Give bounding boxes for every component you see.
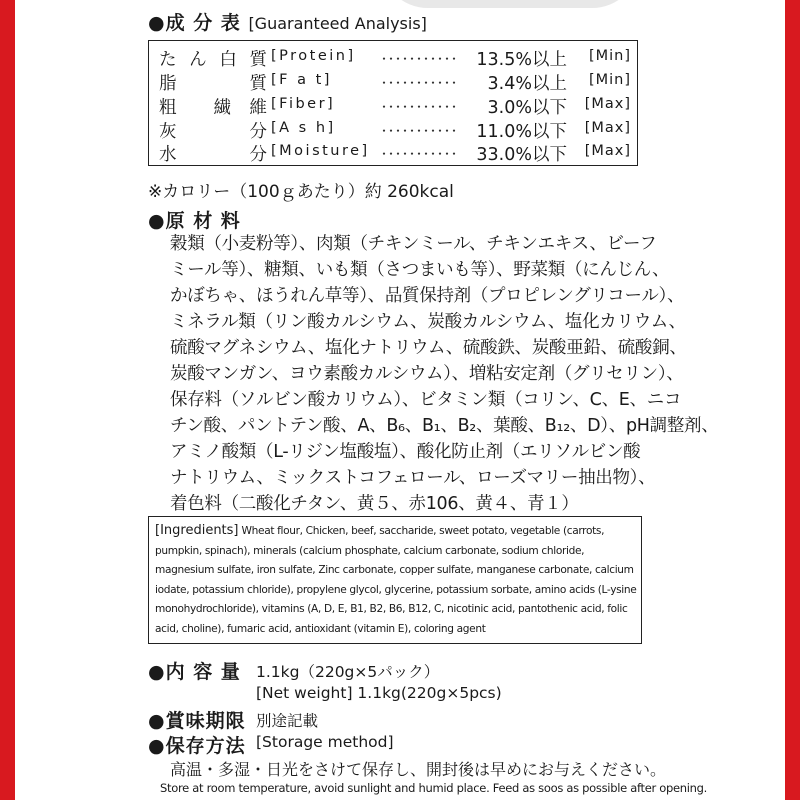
analysis-row-label: た ん 白 質 bbox=[159, 50, 267, 70]
analysis-row-en: [Protein] bbox=[271, 48, 356, 64]
right-red-border bbox=[785, 0, 800, 800]
ingredients-en-line bbox=[155, 521, 635, 542]
storage-jp: 高温・多湿・日光をさけて保存し、開封後は早めにお与えください。 bbox=[170, 760, 667, 779]
ingredients-jp-text bbox=[170, 230, 719, 516]
best-before-value: 別途記載 bbox=[256, 712, 319, 730]
analysis-row-en: [Moisture] bbox=[271, 143, 370, 159]
analysis-row bbox=[159, 118, 631, 140]
analysis-heading-jp: ●成 分 表 bbox=[148, 12, 241, 34]
storage-en: Store at room temperature, avoid sunlight and humid place. Feed as soos as possible after opening. bbox=[160, 781, 708, 795]
analysis-row-bound: [Max] bbox=[584, 96, 631, 112]
net-weight-jp: 1.1kg（220g×5パック） bbox=[256, 663, 440, 681]
ingredients-jp-line: 保存料（ソルビン酸カリウム）、ビタミン類（コリン、C、E、ニコ bbox=[170, 390, 682, 410]
left-red-border bbox=[0, 0, 15, 800]
ingredients-en-box bbox=[148, 516, 642, 644]
leader-dots: ･･･････････ bbox=[381, 76, 459, 90]
ingredients-jp-line: 硫酸マグネシウム、塩化ナトリウム、硫酸鉄、炭酸亜鉛、硫酸銅、 bbox=[170, 338, 687, 358]
analysis-row-value: 3.4%以上 bbox=[487, 74, 567, 94]
ingredients-jp-line: 穀類（小麦粉等）、肉類（チキンミール、チキンエキス、ビーフ bbox=[170, 234, 657, 254]
top-decorative-curve bbox=[380, 0, 640, 8]
net-weight-heading: ●内 容 量 bbox=[148, 661, 241, 683]
analysis-row-bound: [Min] bbox=[588, 72, 631, 88]
analysis-row-en: [F a t] bbox=[271, 72, 332, 88]
net-weight-en: [Net weight] 1.1kg(220g×5pcs) bbox=[256, 684, 502, 702]
ingredients-en-line: acid, choline), fumaric acid, antioxidant (vitamin E), coloring agent bbox=[155, 622, 486, 635]
analysis-row-label: 灰 分 bbox=[159, 122, 267, 142]
storage-en-label: [Storage method] bbox=[256, 733, 394, 751]
analysis-row-value: 33.0%以下 bbox=[476, 145, 567, 165]
ingredients-jp-line: ミール等）、糖類、いも類（さつまいも等）、野菜類（にんじん、 bbox=[170, 260, 670, 280]
best-before-heading: ●賞味期限 bbox=[148, 710, 246, 732]
calorie-note: ※カロリー（100ｇあたり）約 260kcal bbox=[148, 182, 454, 202]
leader-dots: ･･･････････ bbox=[381, 100, 459, 114]
ingredients-jp-line: かぼちゃ、ほうれん草等）、品質保持剤（プロピレングリコール）、 bbox=[170, 286, 685, 306]
analysis-row-bound: [Max] bbox=[584, 143, 631, 159]
analysis-heading bbox=[148, 8, 427, 35]
analysis-heading-en: [Guaranteed Analysis] bbox=[248, 14, 427, 33]
ingredients-en-first: Wheat flour, Chicken, beef, saccharide, sweet potato, vegetable (carrots, bbox=[241, 525, 605, 537]
analysis-row bbox=[159, 141, 631, 163]
ingredients-jp-line: アミノ酸類（L-リジン塩酸塩）、酸化防止剤（エリソルビン酸 bbox=[170, 442, 641, 462]
ingredients-en-line: monohydrochloride), vitamins (A, D, E, B1, B2, B6, B12, C, nicotinic acid, pantothenic acid, folic bbox=[155, 603, 628, 615]
ingredients-en-label: [Ingredients] bbox=[155, 523, 239, 538]
leader-dots: ･･･････････ bbox=[381, 147, 459, 161]
ingredients-jp-line: 着色料（二酸化チタン、黄５、赤106、黄４、青１） bbox=[170, 494, 579, 514]
analysis-row-value: 11.0%以下 bbox=[476, 122, 567, 142]
analysis-row-bound: [Max] bbox=[584, 120, 631, 136]
analysis-row-value: 3.0%以下 bbox=[487, 98, 567, 118]
ingredients-en-line: pumpkin, spinach), minerals (calcium phosphate, calcium carbonate, sodium chloride, bbox=[155, 544, 585, 557]
analysis-row-label: 脂 質 bbox=[159, 74, 267, 94]
ingredients-en-line: magnesium sulfate, iron sulfate, Zinc carbonate, copper sulfate, manganese carbonate, calcium bbox=[155, 564, 634, 576]
analysis-row bbox=[159, 46, 631, 68]
leader-dots: ･･･････････ bbox=[381, 124, 459, 138]
ingredients-jp-line: ミネラル類（リン酸カルシウム、炭酸カルシウム、塩化カリウム、 bbox=[170, 312, 686, 332]
ingredients-en-line: iodate, potassium chloride), propylene glycol, glycerine, potassium sorbate, amino acids (L-ysine bbox=[155, 583, 637, 596]
ingredients-jp-line: ナトリウム、ミックストコフェロール、ローズマリー抽出物）、 bbox=[170, 468, 656, 488]
analysis-row-en: [A s h] bbox=[271, 120, 336, 136]
analysis-row-label: 水 分 bbox=[159, 145, 267, 165]
analysis-table bbox=[148, 40, 638, 166]
ingredients-heading: ●原 材 料 bbox=[148, 210, 241, 232]
analysis-row-bound: [Min] bbox=[588, 48, 631, 64]
analysis-row bbox=[159, 70, 631, 92]
ingredients-jp-line: チン酸、パントテン酸、A、B₆、B₁、B₂、葉酸、B₁₂、D）、pH調整剤、 bbox=[170, 416, 719, 436]
analysis-row-value: 13.5%以上 bbox=[476, 50, 567, 70]
analysis-row-en: [Fiber] bbox=[271, 96, 336, 112]
ingredients-jp-line: 炭酸マンガン、ヨウ素酸カルシウム）、増粘安定剤（グリセリン）、 bbox=[170, 364, 684, 384]
analysis-row bbox=[159, 94, 631, 116]
analysis-row-label: 粗 繊 維 bbox=[159, 98, 267, 118]
leader-dots: ･･･････････ bbox=[381, 52, 459, 66]
storage-heading: ●保存方法 bbox=[148, 735, 246, 757]
